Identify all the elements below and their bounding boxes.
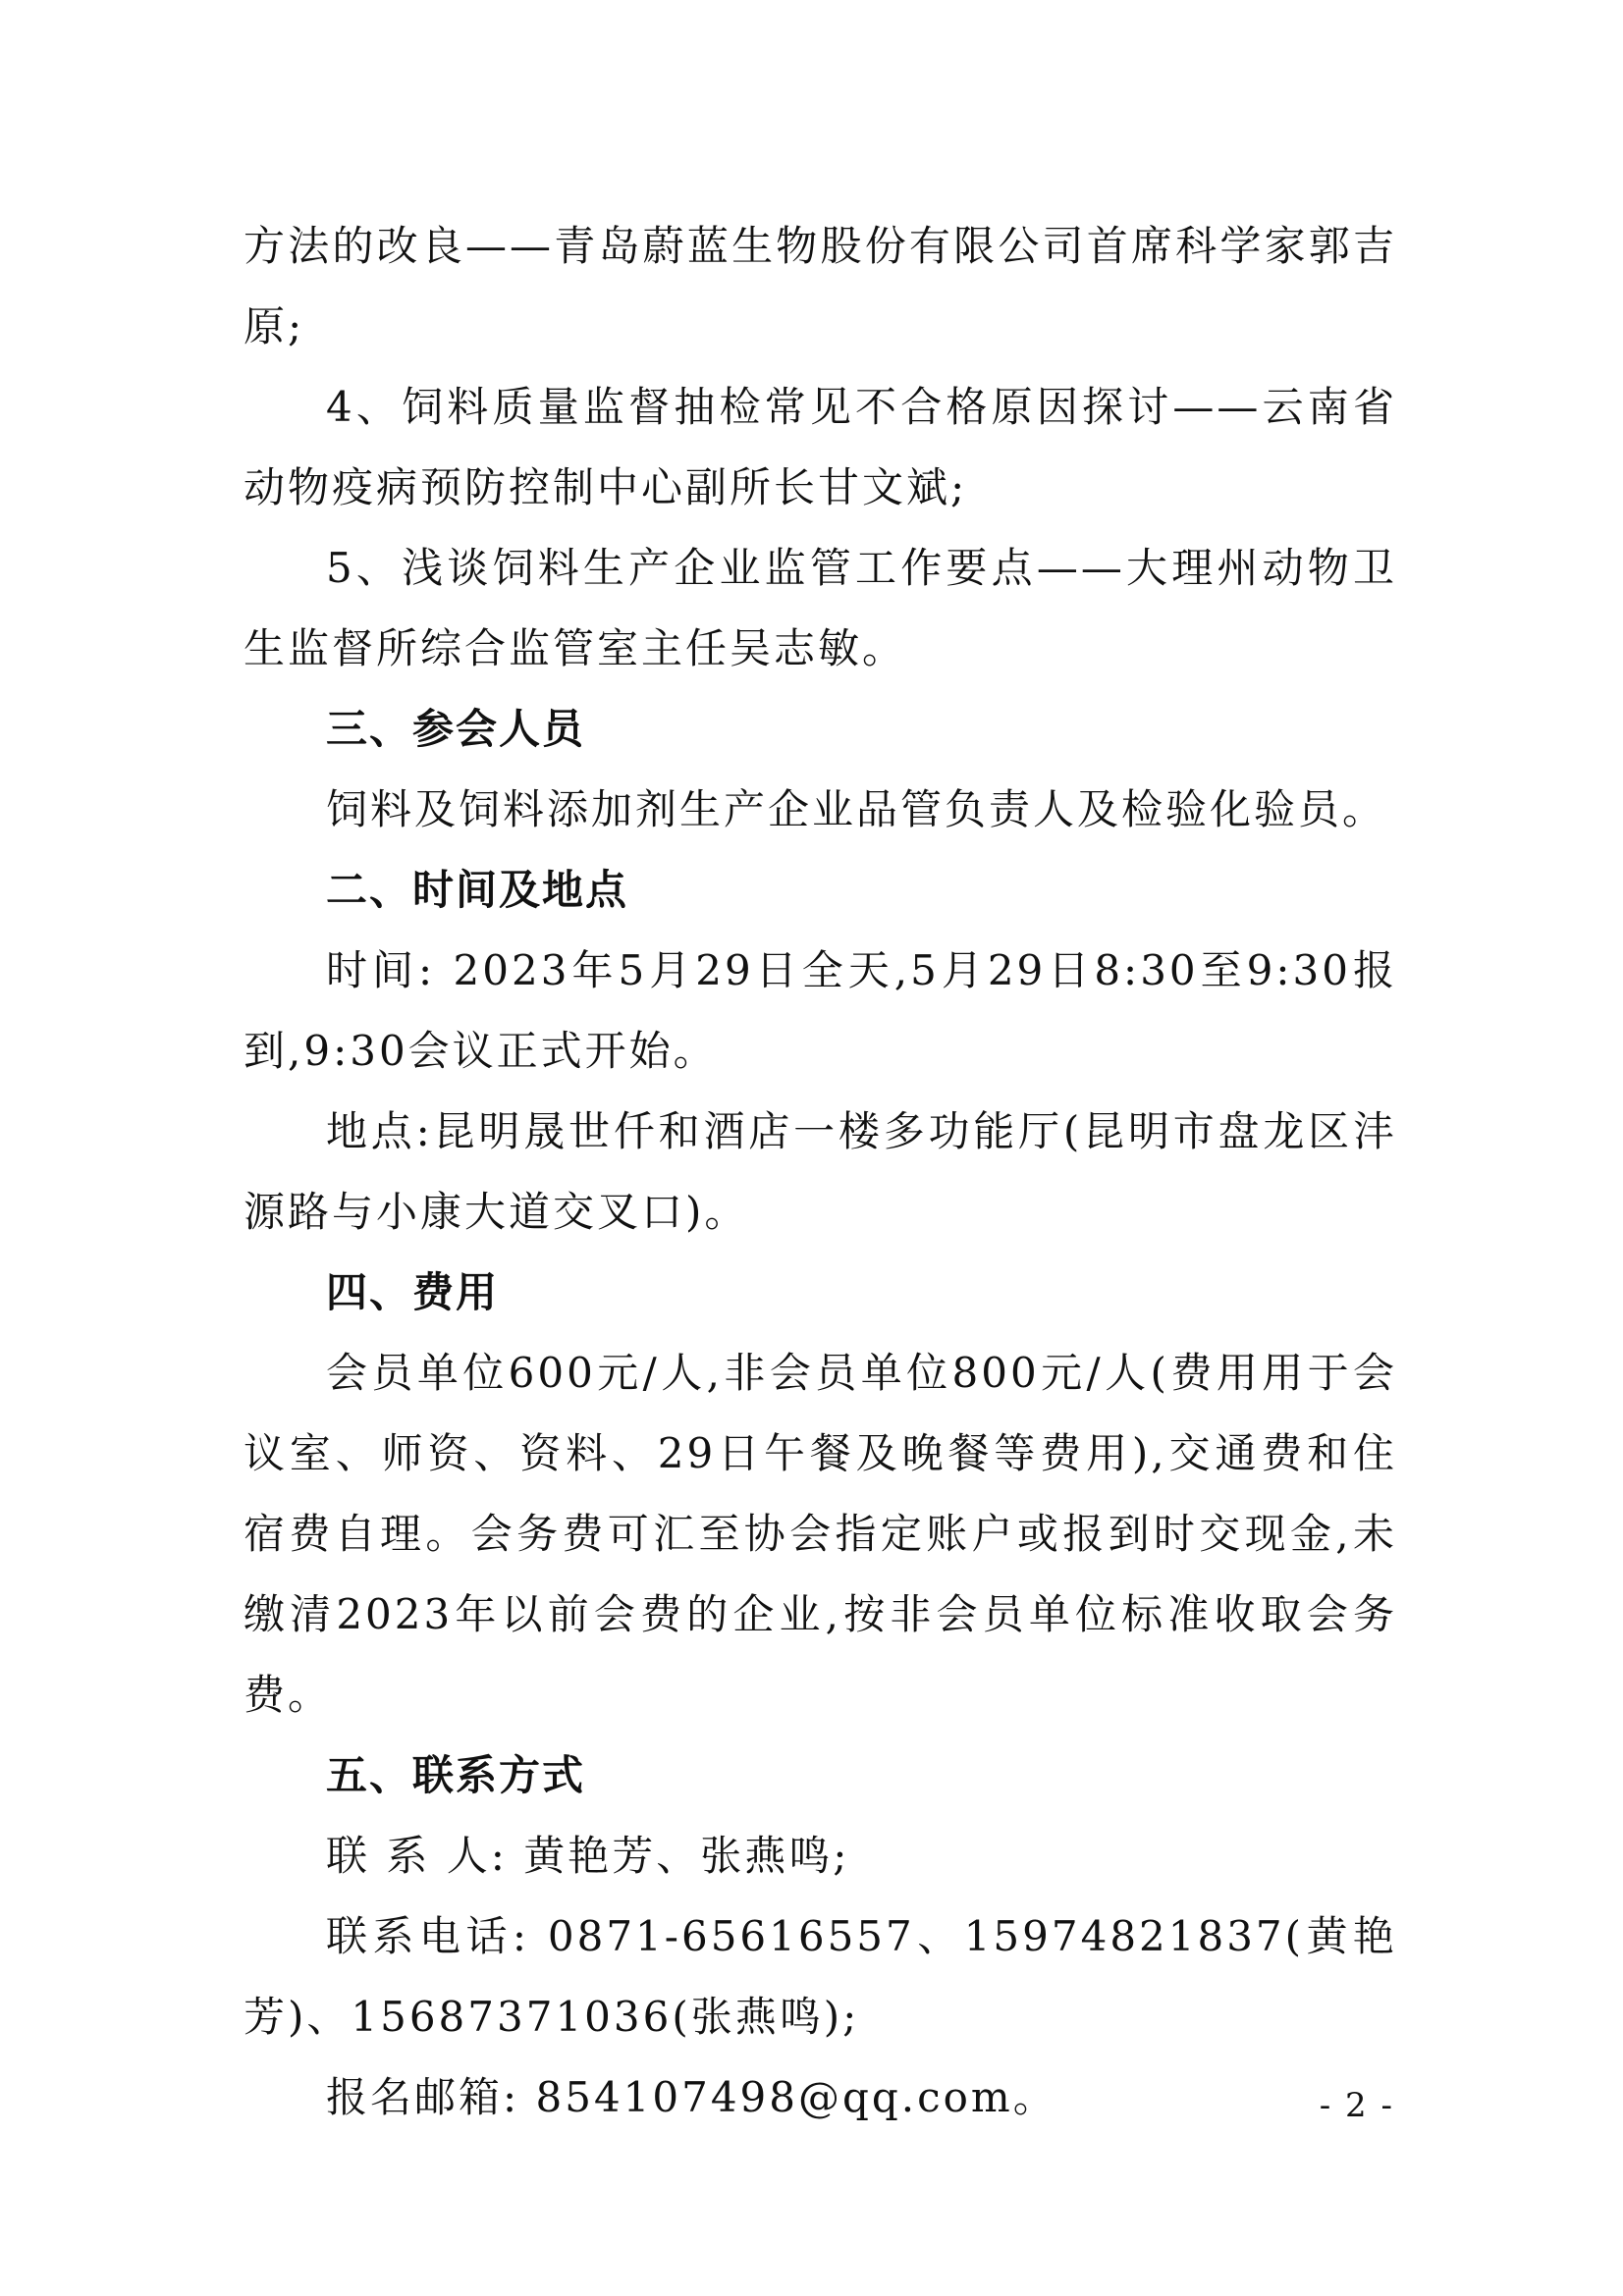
section-heading-contact: 五、联系方式 (326, 1751, 586, 1799)
paragraph-contact-phone: 联系电话: 0871-65616557、15974821837(黄艳芳)、15687371036(张燕鸣); (243, 1912, 1397, 2041)
document-body (243, 206, 1397, 2138)
paragraph-speaker-4: 4、饲料质量监督抽检常见不合格原因探讨——云南省动物疫病预防控制中心副所长甘文斌; (243, 383, 1397, 511)
paragraph-speaker-3-continued: 方法的改良——青岛蔚蓝生物股份有限公司首席科学家郭吉原; (243, 222, 1397, 350)
paragraph-time: 时间: 2023年5月29日全天,5月29日8:30至9:30报到,9:30会议正式开始。 (243, 946, 1397, 1075)
paragraph-attendees: 饲料及饲料添加剂生产企业品管负责人及检验化验员。 (326, 785, 1387, 833)
paragraph-location: 地点:昆明晟世仟和酒店一楼多功能厅(昆明市盘龙区沣源路与小康大道交叉口)。 (243, 1107, 1397, 1236)
paragraph-fees: 会员单位600元/人,非会员单位800元/人(费用用于会议室、师资、资料、29日午餐及晚餐等费用),交通费和住宿费自理。会务费可汇至协会指定账户或报到时交现金,未缴清2023年以前会费的企业,按非会员单位标准收取会务费。 (243, 1349, 1397, 1719)
paragraph-registration-email: 报名邮箱: 854107498@qq.com。 (326, 2073, 1057, 2121)
section-heading-attendees: 三、参会人员 (326, 705, 586, 753)
page-number: - 2 - (1319, 2086, 1394, 2125)
section-heading-time-location: 二、时间及地点 (326, 866, 629, 914)
paragraph-speaker-5: 5、浅谈饲料生产企业监管工作要点——大理州动物卫生监督所综合监管室主任吴志敏。 (243, 544, 1397, 672)
paragraph-contact-person: 联 系 人: 黄艳芳、张燕鸣; (326, 1832, 850, 1880)
section-heading-fees: 四、费用 (326, 1268, 500, 1316)
